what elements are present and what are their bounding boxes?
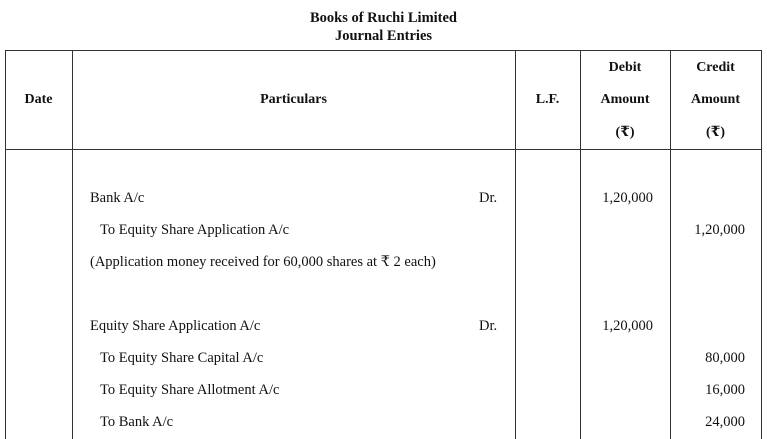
header-credit-line3: (₹) [705,125,726,140]
credit-amount: 16,000 [705,382,745,398]
col-border-right [761,50,762,439]
narration: (Application money received for 60,000 shares at ₹ 2 each) [90,254,436,270]
col-border-lf [580,50,581,439]
credit-amount: 80,000 [705,350,745,366]
credit-account: To Equity Share Application A/c [100,222,290,238]
debit-account: Bank A/c [90,190,145,206]
table-top-border [5,50,762,51]
document-subtitle: Journal Entries [334,28,433,44]
header-bottom-border [5,149,762,150]
header-credit-line2: Amount [690,92,740,107]
header-debit-line1: Debit [608,60,642,75]
col-border-left [5,50,6,439]
col-border-date [72,50,73,439]
header-debit-line3: (₹) [615,125,635,140]
header-particulars: Particulars [260,92,327,107]
col-border-particulars [515,50,516,439]
credit-amount: 1,20,000 [694,222,745,238]
document-title: Books of Ruchi Limited [309,10,458,26]
credit-amount: 24,000 [705,414,745,430]
header-date: Date [24,92,53,107]
dr-label: Dr. [479,190,498,206]
header-debit-line2: Amount [600,92,650,107]
dr-label: Dr. [479,318,498,334]
header-credit-line1: Credit [696,60,735,75]
debit-amount: 1,20,000 [602,318,653,334]
credit-account: To Equity Share Allotment A/c [100,382,280,398]
debit-account: Equity Share Application A/c [90,318,261,334]
credit-account: To Equity Share Capital A/c [100,350,264,366]
credit-account: To Bank A/c [100,414,174,430]
debit-amount: 1,20,000 [602,190,653,206]
header-lf: L.F. [535,92,560,107]
